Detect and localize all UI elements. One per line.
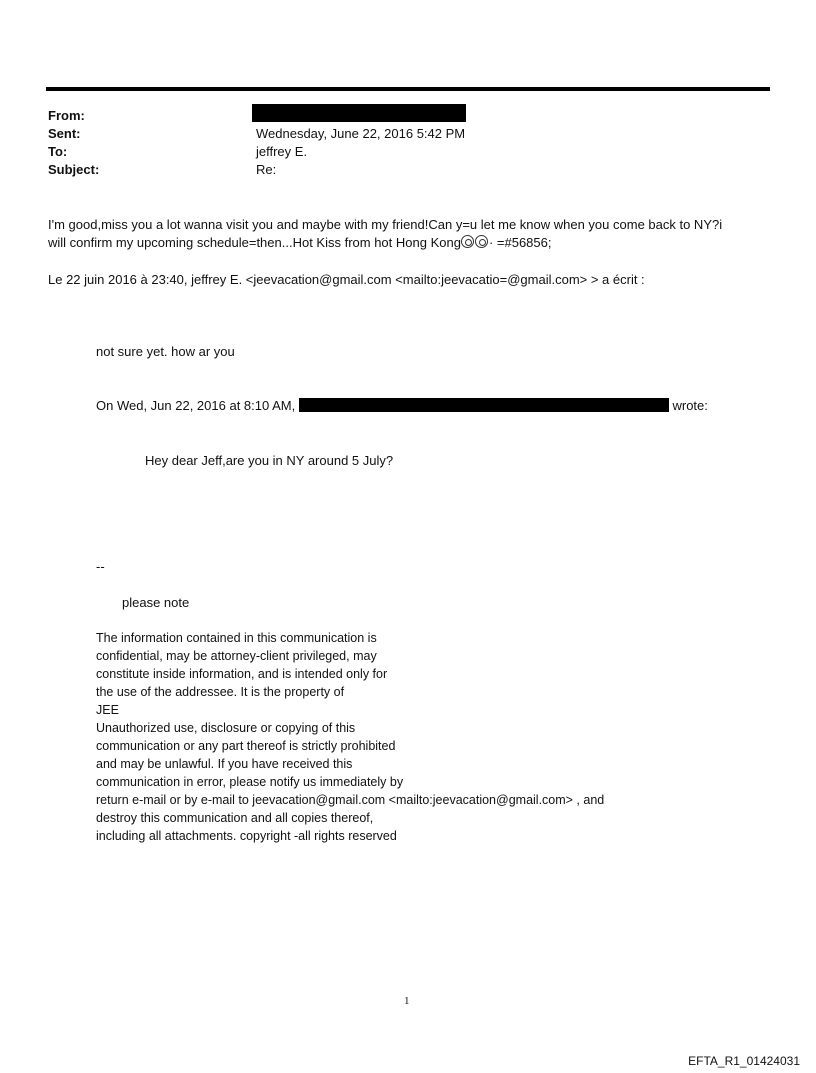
disclaimer-line: return e-mail or by e-mail to jeevacation@gmail.com <mailto:jeevacation@gmail.com> , and (96, 793, 605, 807)
disclaimer-line: JEE (96, 703, 119, 717)
reply-header: Le 22 juin 2016 à 23:40, jeffrey E. <jeevacation@gmail.com <mailto:jeevacatio=@gmail.com> > a écrit : (48, 272, 645, 287)
body-para-line1: I'm good,miss you a lot wanna visit you and maybe with my friend!Can y=u let me know when you come back to NY?i (48, 217, 723, 232)
disclaimer-line: including all attachments. copyright -all rights reserved (96, 829, 397, 843)
sent-value: Wednesday, June 22, 2016 5:42 PM (256, 126, 466, 141)
disclaimer-line: destroy this communication and all copies thereof, (96, 811, 374, 825)
subject-label: Subject: (48, 162, 100, 177)
please-note: please note (122, 595, 190, 610)
disclaimer-line: The information contained in this communication is (96, 631, 377, 645)
reply-text: not sure yet. how ar you (96, 344, 235, 359)
quote-header-post: wrote: (672, 398, 708, 413)
body-para-line2-text: will confirm my upcoming schedule=then...Hot Kiss from hot Hong Kong (48, 235, 461, 250)
sender-redaction (299, 398, 669, 412)
disclaimer-line: communication or any part thereof is strictly prohibited (96, 739, 396, 753)
disclaimer-line: Unauthorized use, disclosure or copying of this (96, 721, 356, 735)
sent-label: Sent: (48, 126, 81, 141)
to-value: jeffrey E. (256, 144, 308, 159)
subject-value: Re: (256, 162, 277, 177)
confidentiality-disclaimer (96, 629, 604, 845)
bates-number: EFTA_R1_01424031 (688, 1054, 800, 1068)
to-label: To: (48, 144, 68, 159)
from-label: From: (48, 108, 85, 123)
from-redaction (252, 104, 466, 122)
signature-separator: -- (96, 559, 105, 574)
body-para-line2-tail: · =#56856; (488, 235, 552, 250)
quote-header-pre: On Wed, Jun 22, 2016 at 8:10 AM, (96, 398, 296, 413)
disclaimer-line: the use of the addressee. It is the property of (96, 685, 345, 699)
quote-text: Hey dear Jeff,are you in NY around 5 July? (145, 453, 394, 468)
body-para-line2 (48, 234, 551, 252)
astonished-face-icon (475, 235, 488, 248)
disclaimer-line: confidential, may be attorney-client privileged, may (96, 649, 377, 663)
quote-header (96, 397, 708, 415)
disclaimer-line: communication in error, please notify us immediately by (96, 775, 404, 789)
astonished-face-icon (461, 235, 474, 248)
header-rule (46, 87, 770, 91)
disclaimer-line: and may be unlawful. If you have received this (96, 757, 353, 771)
page-number: 1 (404, 995, 410, 1007)
disclaimer-line: constitute inside information, and is intended only for (96, 667, 388, 681)
